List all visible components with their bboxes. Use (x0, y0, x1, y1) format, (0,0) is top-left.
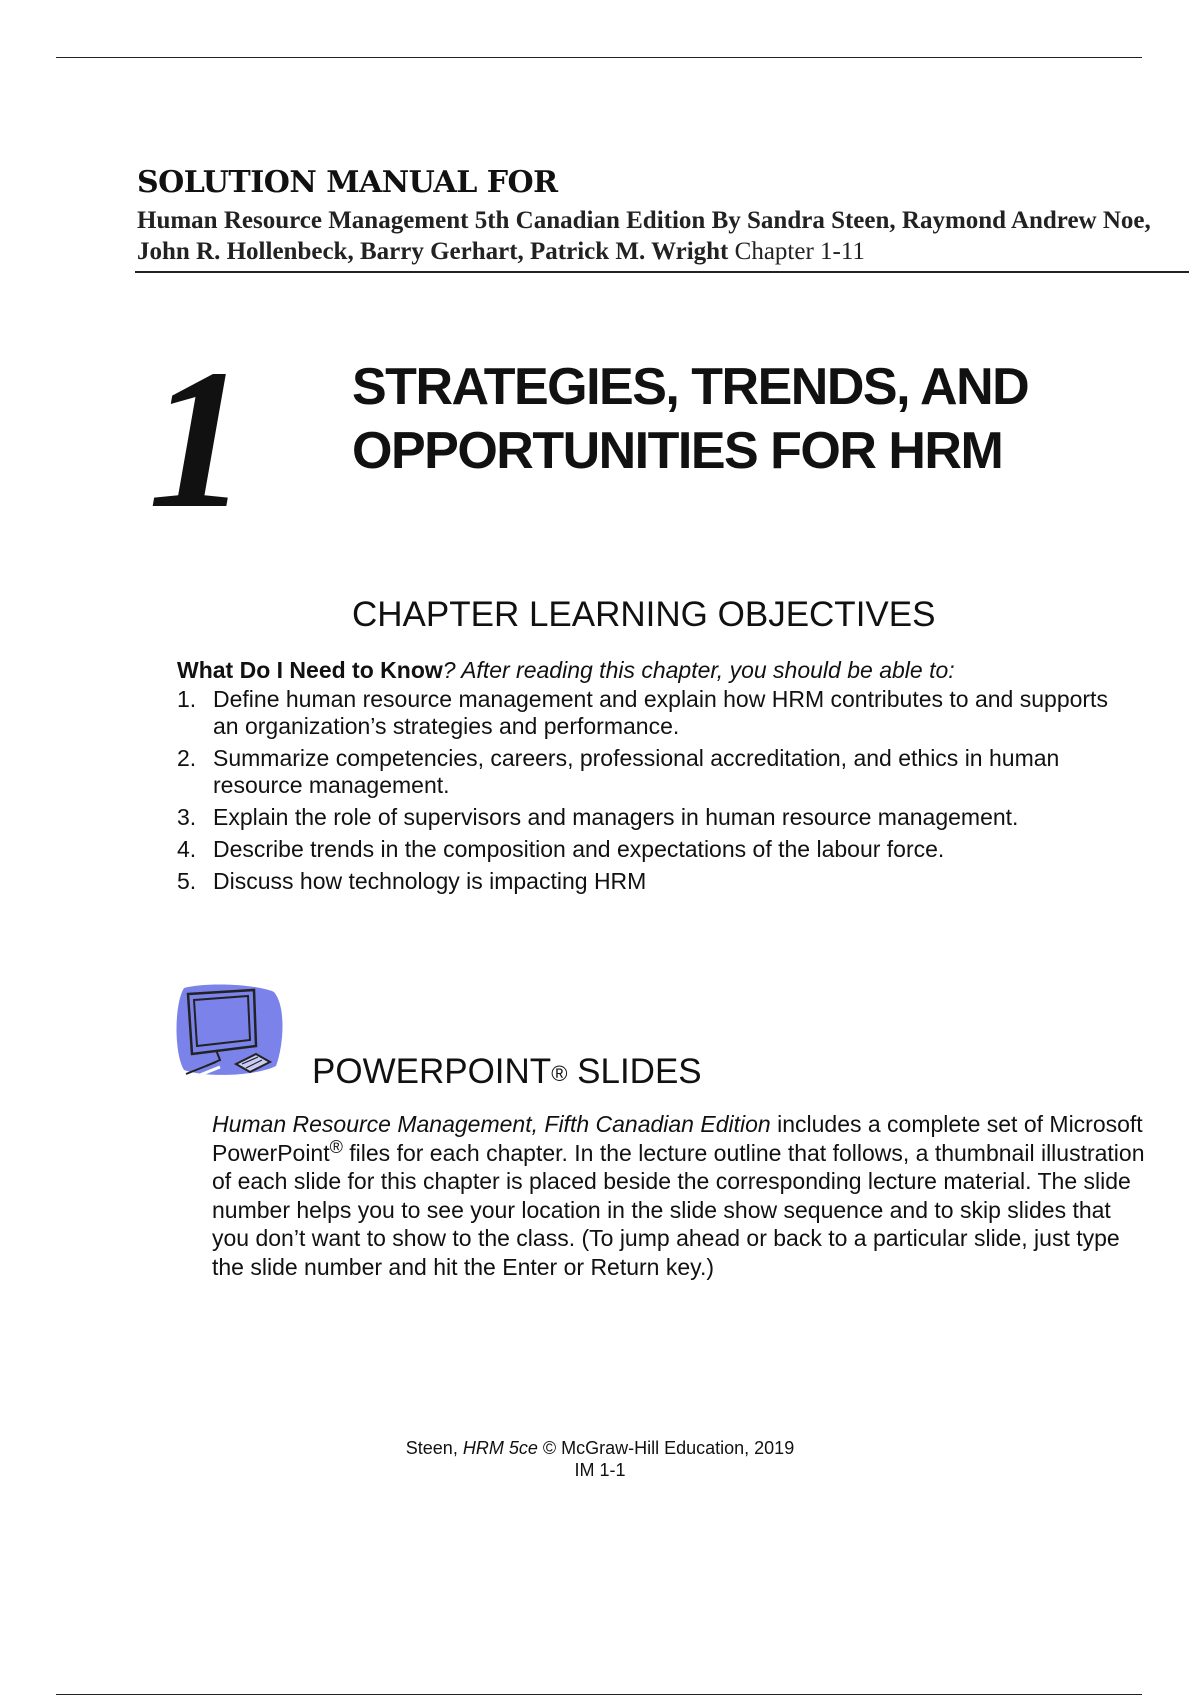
footer-book-abbrev: HRM 5ce (462, 1438, 538, 1458)
objective-number: 2. (177, 745, 197, 771)
footer-page-id: IM 1-1 (574, 1460, 626, 1480)
chapter-range: Chapter 1-11 (728, 238, 865, 265)
objective-item (177, 836, 1137, 863)
objective-number: 3. (177, 804, 197, 830)
objectives-intro (177, 656, 1157, 684)
paragraph-part-1: includes a complete set of Microsoft PowerPoint (212, 1111, 1143, 1166)
powerpoint-description (212, 1110, 1152, 1281)
objective-number: 4. (177, 836, 197, 862)
document-header (137, 166, 1187, 267)
objective-text: Explain the role of supervisors and managers in human resource management. (213, 804, 1019, 830)
bottom-rule (56, 1694, 1142, 1695)
registered-mark: ® (551, 1061, 568, 1086)
objectives-intro-bold: What Do I Need to Know (177, 657, 443, 683)
powerpoint-heading-main: POWERPOINT (312, 1052, 552, 1091)
computer-monitor-icon (176, 984, 284, 1082)
objective-text: Describe trends in the composition and expectations of the labour force. (213, 836, 945, 862)
header-underline (135, 271, 1189, 273)
manual-title: SOLUTION MANUAL FOR (137, 165, 558, 200)
footer-copyright: © McGraw-Hill Education, 2019 (537, 1438, 795, 1458)
objective-item (177, 868, 1137, 895)
objective-text: Summarize competencies, careers, professional accreditation, and ethics in human resource management. (213, 745, 1060, 798)
book-title-authors: Human Resource Management 5th Canadian Edition By Sandra Steen, Raymond Andrew Noe, John R. Hollenbeck, Barry Gerhart, Patrick M. Wright (137, 207, 1151, 265)
top-rule (56, 57, 1142, 58)
registered-mark: ® (329, 1136, 343, 1157)
page-footer (300, 1437, 900, 1481)
chapter-number: 1 (148, 329, 248, 550)
book-citation (137, 205, 1187, 267)
footer-copyright-line (300, 1437, 900, 1459)
book-title-italic: Human Resource Management, Fifth Canadian Edition (212, 1111, 771, 1137)
chapter-title-line-1: STRATEGIES, TRENDS, AND (352, 358, 1029, 416)
paragraph-part-2: files for each chapter. In the lecture outline that follows, a thumbnail illustration of each slide for this chapter is placed beside the corresponding lecture material. The slide number helps you to see your location in the slide show sequence and to skip slides that you don’t want to show to the class. (To jump ahead or back to a particular slide, just type the slide number and hit the Enter or Return key.) (212, 1139, 1145, 1280)
powerpoint-heading (312, 1052, 702, 1094)
powerpoint-heading-tail: SLIDES (567, 1052, 702, 1091)
objectives-intro-italic: ? After reading this chapter, you should be able to: (442, 657, 955, 683)
objective-item (177, 745, 1137, 799)
objectives-heading: CHAPTER LEARNING OBJECTIVES (352, 595, 936, 634)
objective-text: Discuss how technology is impacting HRM (213, 868, 647, 894)
objective-number: 1. (177, 686, 197, 712)
chapter-title (352, 355, 1132, 483)
objective-item (177, 686, 1137, 740)
chapter-title-line-2: OPPORTUNITIES FOR HRM (352, 422, 1003, 480)
footer-author: Steen, (405, 1438, 463, 1458)
objective-item (177, 804, 1137, 831)
objective-text: Define human resource management and explain how HRM contributes to and supports an organization’s strategies and performance. (213, 686, 1108, 739)
objective-number: 5. (177, 868, 197, 894)
objectives-list (177, 686, 1137, 900)
